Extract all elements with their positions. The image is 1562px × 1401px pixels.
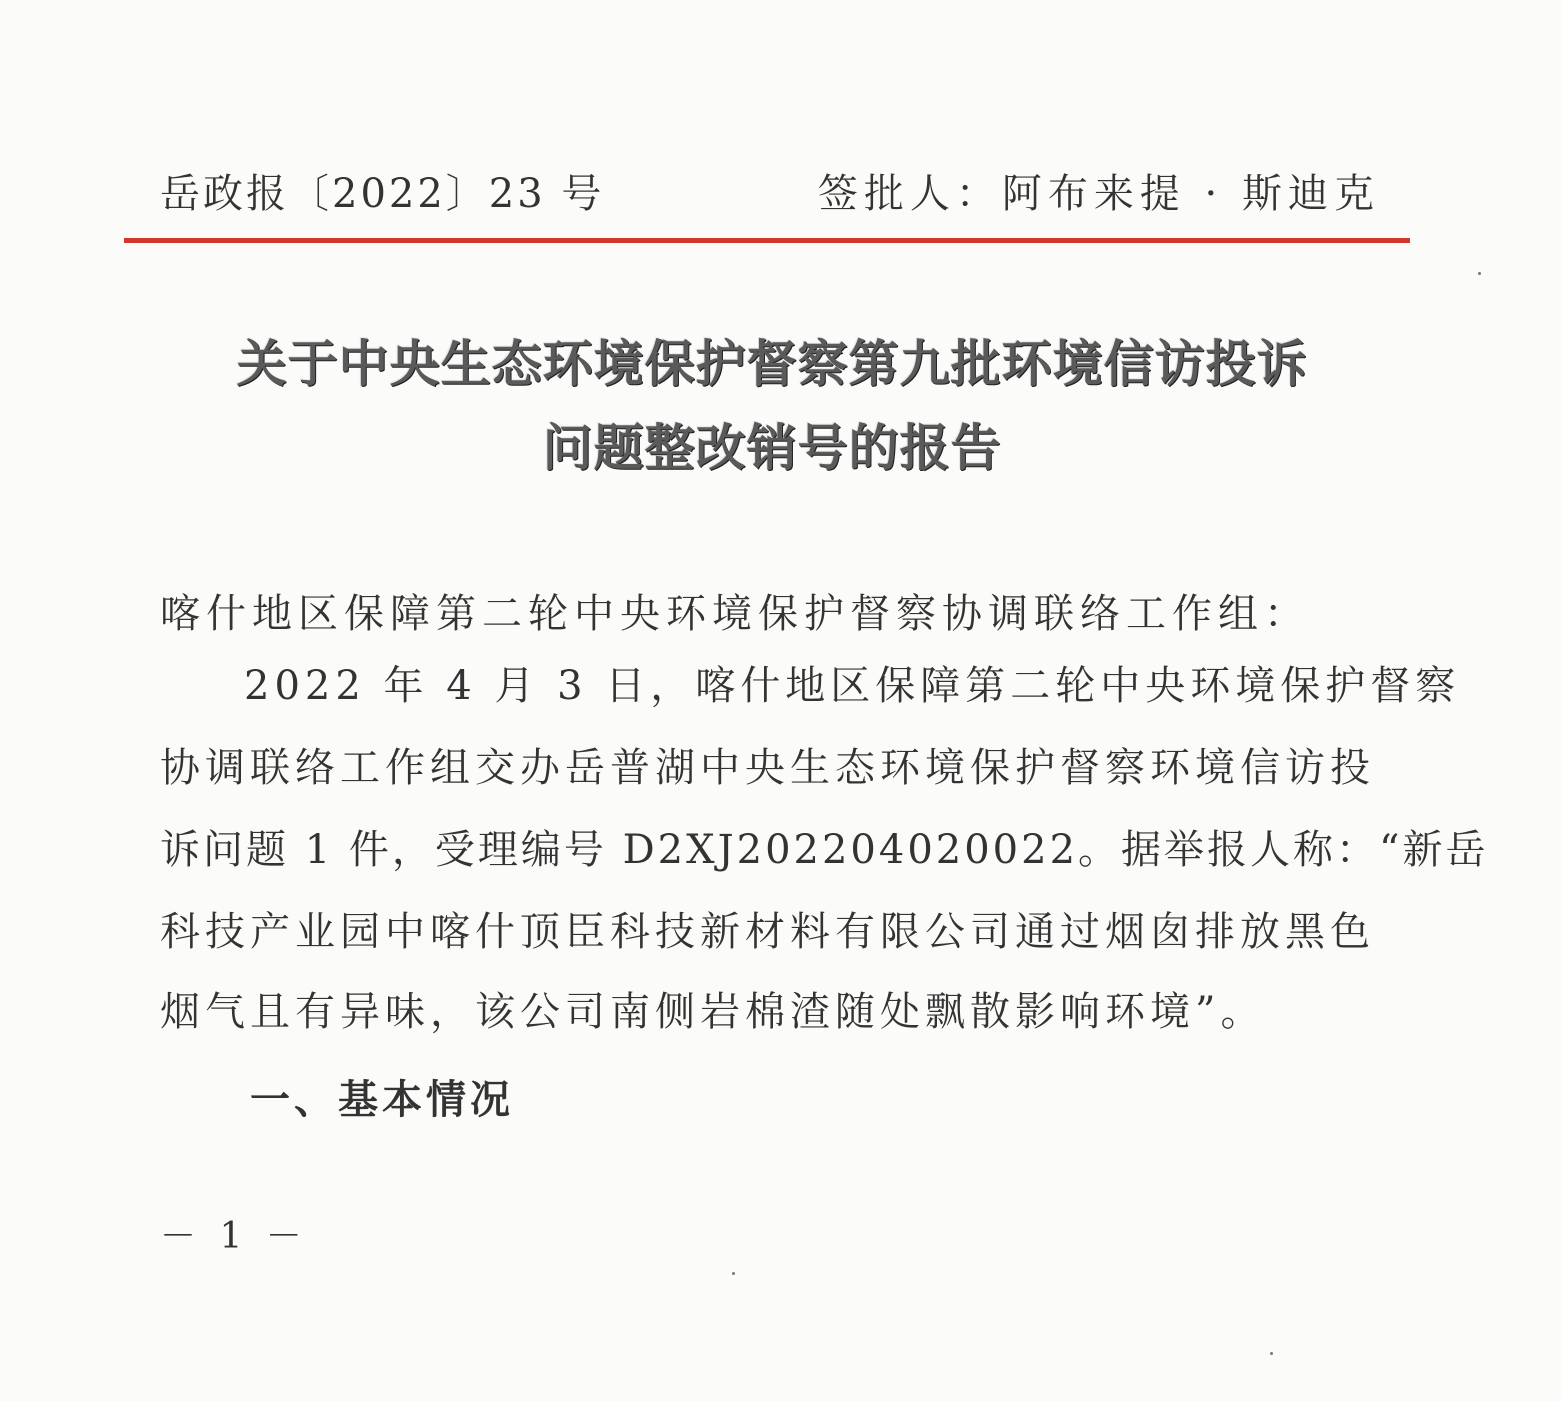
page-number: － 1 － — [160, 1216, 308, 1257]
document-title-line-2: 问题整改销号的报告 — [542, 418, 1002, 477]
body-line: 科技产业园中喀什顶臣科技新材料有限公司通过烟囱排放黑色 — [160, 909, 1375, 955]
signer: 签批人：阿布来提 · 斯迪克 — [817, 171, 1380, 217]
scan-speck — [732, 1272, 735, 1275]
document-title-line-1: 关于中央生态环境保护督察第九批环境信访投诉 — [236, 334, 1308, 393]
body-line: 协调联络工作组交办岳普湖中央生态环境保护督察环境信访投 — [160, 745, 1375, 791]
scan-speck — [1478, 272, 1481, 275]
scan-speck — [1270, 1352, 1273, 1355]
body-line: 烟气且有异味，该公司南侧岩棉渣随处飘散影响环境”。 — [160, 989, 1266, 1035]
body-line: 诉问题 1 件，受理编号 D2XJ202204020022。据举报人称：“新岳 — [160, 827, 1489, 873]
salutation: 喀什地区保障第二轮中央环境保护督察协调联络工作组： — [160, 591, 1310, 637]
section-heading: 一、基本情况 — [250, 1077, 514, 1123]
body-line: 2022 年 4 月 3 日，喀什地区保障第二轮中央环境保护督察 — [244, 663, 1461, 709]
red-header-rule — [124, 238, 1410, 243]
document-number: 岳政报〔2022〕23 号 — [160, 171, 605, 217]
